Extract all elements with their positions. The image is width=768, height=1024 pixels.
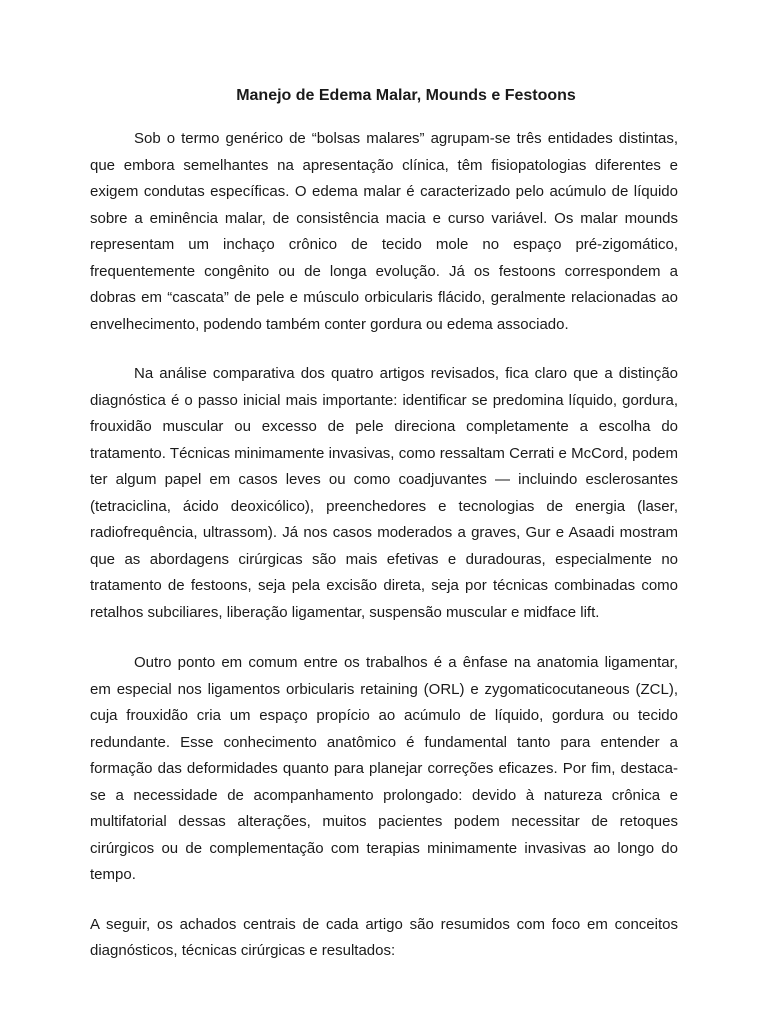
paragraph-intro: Sob o termo genérico de “bolsas malares” agrupam-se três entidades distintas, que embora semelhantes na apresentação clínica, têm fisiopatologias diferentes e exigem condutas específicas. O edema malar é caracterizado pelo acúmulo de líquido sobre a eminência malar, de consistência macia e curso variável. Os malar mounds representam um inchaço crônico de tecido mole no espaço pré-zigomático, frequentemente congênito ou de longa evolução. Já os festoons correspondem a dobras em “cascata” de pele e músculo orbicularis flácido, geralmente relacionadas ao envelhecimento, podendo também conter gordura ou edema associado.	[90, 130, 678, 333]
document-body	[90, 126, 678, 988]
paragraph-ligament-anatomy: Outro ponto em comum entre os trabalhos é a ênfase na anatomia ligamentar, em especial nos ligamentos orbicularis retaining (ORL) e zygomaticocutaneous (ZCL), cuja frouxidão cria um espaço propício ao acúmulo de líquido, gordura ou tecido redundante. Esse conhecimento anatômico é fundamental tanto para entender a formação das deformidades quanto para planejar correções eficazes. Por fim, destaca-se a necessidade de acompanhamento prolongado: devido à natureza crônica e multifatorial dessas alterações, muitos pacientes podem necessitar de retoques cirúrgicos ou de complementação com terapias minimamente invasivas ao longo do tempo.	[90, 654, 678, 883]
document-title: Manejo de Edema Malar, Mounds e Festoons	[236, 87, 576, 104]
paragraph-comparative-analysis: Na análise comparativa dos quatro artigos revisados, fica claro que a distinção diagnóstica é o passo inicial mais importante: identificar se predomina líquido, gordura, frouxidão muscular ou excesso de pele direciona completamente a escolha do tratamento. Técnicas minimamente invasivas, como ressaltam Cerrati e McCord, podem ter algum papel em casos leves ou como coadjuvantes — incluindo esclerosantes (tetraciclina, ácido deoxicólico), preenchedores e tecnologias de energia (laser, radiofrequência, ultrassom). Já nos casos moderados a graves, Gur e Asaadi mostram que as abordagens cirúrgicas são mais efetivas e duradouras, especialmente no tratamento de festoons, seja pela excisão direta, seja por técnicas combinadas como retalhos subciliares, liberação ligamentar, suspensão muscular e midface lift.	[90, 365, 678, 621]
paragraph-summary-lead: A seguir, os achados centrais de cada artigo são resumidos com foco em conceitos diagnósticos, técnicas cirúrgicas e resultados:	[90, 915, 678, 959]
